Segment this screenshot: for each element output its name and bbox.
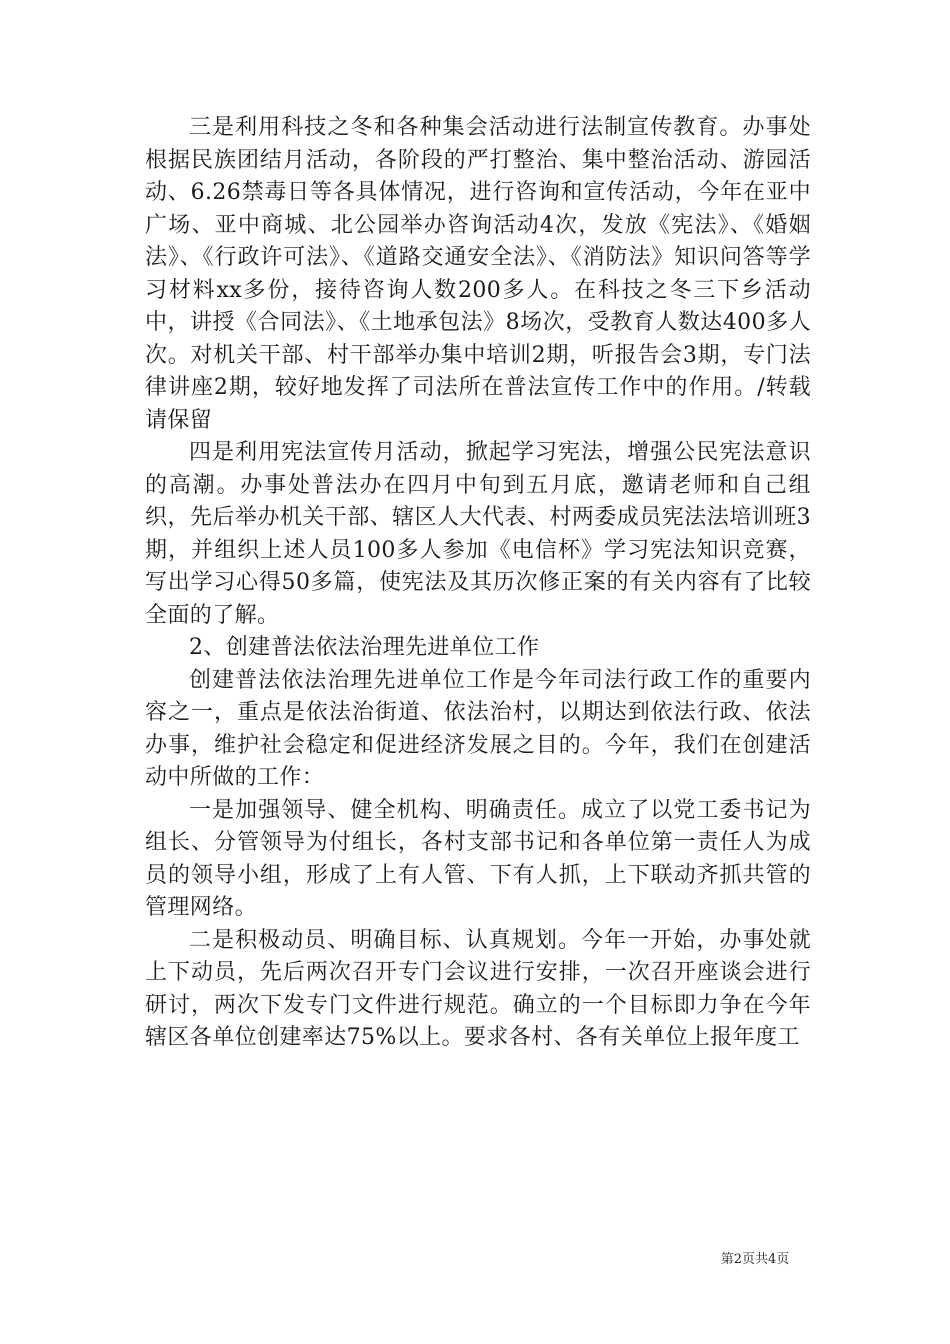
paragraph-leadership: 一是加强领导、健全机构、明确责任。成立了以党工委书记为组长、分管领导为付组长，各村支部书记和各单位第一责任人为成员的领导小组，形成了上有人管、下有人抓，上下联动齐抓共管的管理网络。 [145, 797, 811, 920]
paragraph-advanced-unit-intro: 创建普法依法治理先进单位工作是今年司法行政工作的重要内容之一，重点是依法治街道、依法治村，以期达到依法行政、依法办事，维护社会稳定和促进经济发展之目的。今年，我们在创建活动中所做的工作： [145, 667, 811, 790]
document-body [145, 112, 811, 1055]
page-number-footer: 第2页共4页 [720, 1252, 790, 1267]
section-heading: 2、创建普法依法治理先进单位工作 [189, 635, 540, 660]
paragraph-mobilization: 二是积极动员、明确目标、认真规划。今年一开始，办事处就上下动员，先后两次召开专门会议进行安排，一次召开座谈会进行研讨，两次下发专门文件进行规范。确立的一个目标即力争在今年辖区各单位创建率达75%以上。要求各村、各有关单位上报年度工 [145, 927, 811, 1050]
paragraph-publicity-activities: 三是利用科技之冬和各种集会活动进行法制宣传教育。办事处根据民族团结月活动，各阶段的严打整治、集中整治活动、游园活动、6.26禁毒日等各具体情况，进行咨询和宣传活动，今年在亚中广场、亚中商城、北公园举办咨询活动4次，发放《宪法》、《婚姻法》、《行政许可法》、《道路交通安全法》、《消防法》知识问答等学习材料xx多份，接待咨询人数200多人。在科技之冬三下乡活动中，讲授《合同法》、《土地承包法》8场次，受教育人数达400多人次。对机关干部、村干部举办集中培训2期，听报告会3期，专门法律讲座2期，较好地发挥了司法所在普法宣传工作中的作用。/转载请保留 [145, 115, 811, 433]
paragraph-constitution-month: 四是利用宪法宣传月活动，掀起学习宪法，增强公民宪法意识的高潮。办事处普法办在四月中旬到五月底，邀请老师和自己组织，先后举办机关干部、辖区人大代表、村两委成员宪法法培训班3期，并组织上述人员100多人参加《电信杯》学习宪法知识竞赛，写出学习心得50多篇，使宪法及其历次修正案的有关内容有了比较全面的了解。 [145, 440, 811, 628]
